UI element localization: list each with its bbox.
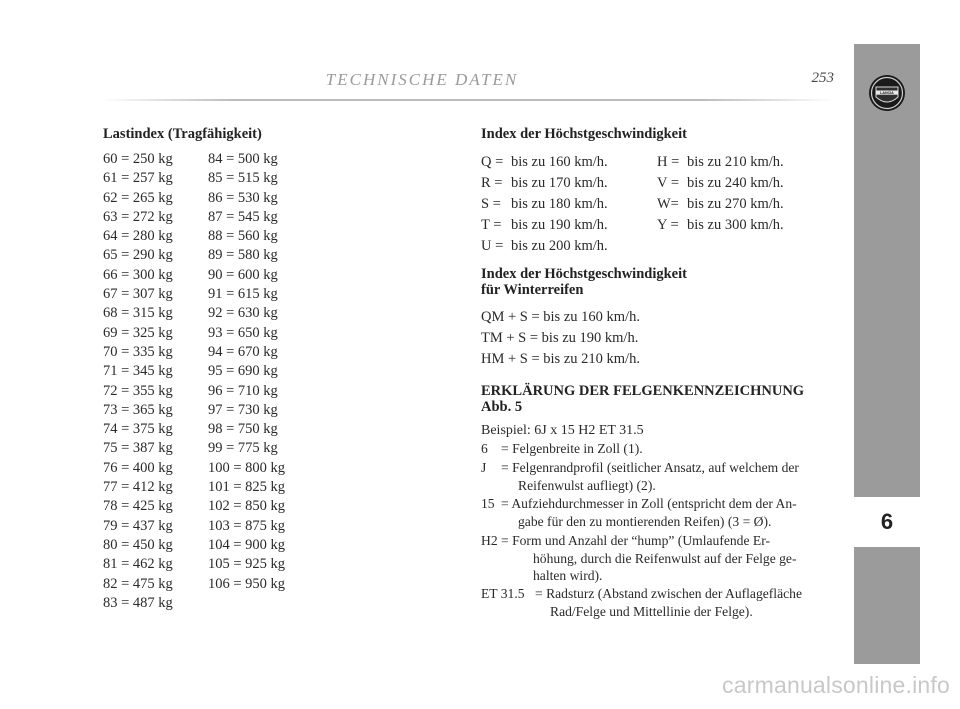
speed-index-title: Index der Höchstgeschwindigkeit (481, 126, 687, 142)
chapter-sidebar (854, 44, 920, 664)
speed-code: S = (481, 196, 501, 212)
load-index-entry: 80 = 450 kg (103, 536, 173, 553)
load-index-entry: 70 = 335 kg (103, 343, 173, 360)
load-index-entry: 61 = 257 kg (103, 170, 173, 187)
chapter-number: 6 (880, 509, 894, 534)
load-index-entry: 73 = 365 kg (103, 401, 173, 418)
winter-index-title-line2: für Winterreifen (481, 282, 584, 298)
load-index-entry: 95 = 690 kg (208, 363, 278, 380)
rim-description-line: = Form und Anzahl der “hump” (Umlaufende Er- (501, 533, 770, 548)
load-index-entry: 81 = 462 kg (103, 556, 173, 573)
speed-code: Q = (481, 154, 504, 170)
load-index-entry: 85 = 515 kg (208, 170, 278, 187)
load-index-entry: 65 = 290 kg (103, 247, 173, 264)
load-index-entry: 103 = 875 kg (208, 517, 286, 534)
winter-index-entry: QM + S = bis zu 160 km/h. (481, 309, 640, 325)
rim-description-line: = Felgenbreite in Zoll (1). (501, 441, 643, 456)
load-index-entry: 69 = 325 kg (103, 324, 173, 341)
speed-code: U = (481, 238, 504, 254)
speed-code: R = (481, 175, 503, 191)
load-index-entry: 89 = 580 kg (208, 247, 278, 264)
load-index-entry: 64 = 280 kg (103, 228, 173, 245)
load-index-title: Lastindex (Tragfähigkeit) (103, 126, 262, 142)
speed-code: Y = (657, 217, 679, 233)
rim-description-line: gabe für den zu montierenden Reifen) (3 = Ø). (518, 513, 772, 529)
header-divider (100, 99, 836, 101)
rim-example: Beispiel: 6J x 15 H2 ET 31.5 (481, 423, 644, 438)
rim-term: J (481, 460, 487, 475)
speed-value: bis zu 200 km/h. (511, 238, 608, 254)
winter-index-entry: HM + S = bis zu 210 km/h. (481, 351, 640, 367)
load-index-entry: 94 = 670 kg (208, 343, 278, 360)
rim-title-line1: ERKLÄRUNG DER FELGENKENNZEICHNUNG (481, 383, 805, 399)
rim-description-line: Reifenwulst aufliegt) (2). (518, 477, 656, 493)
page-header-title: TECHNISCHE DATEN (325, 70, 519, 89)
rim-term: H2 (481, 533, 498, 548)
load-index-entry: 83 = 487 kg (103, 594, 173, 611)
speed-code: W= (657, 196, 679, 212)
speed-code: H = (657, 154, 680, 170)
load-index-column-2 (208, 150, 285, 594)
speed-value: bis zu 210 km/h. (687, 154, 784, 170)
speed-value: bis zu 160 km/h. (511, 154, 608, 170)
load-index-entry: 79 = 437 kg (103, 517, 173, 534)
load-index-entry: 75 = 387 kg (103, 440, 173, 457)
load-index-entry: 78 = 425 kg (103, 498, 173, 515)
lancia-logo-icon (868, 74, 906, 112)
rim-term: 6 (481, 441, 488, 456)
rim-description-line: = Aufziehdurchmesser in Zoll (entspricht dem der An- (501, 496, 797, 511)
load-index-entry: 60 = 250 kg (103, 151, 173, 167)
load-index-entry: 87 = 545 kg (208, 208, 278, 225)
load-index-entry: 77 = 412 kg (103, 479, 173, 496)
load-index-entry: 104 = 900 kg (208, 536, 286, 553)
load-index-column-1 (103, 150, 173, 613)
load-index-entry: 100 = 800 kg (208, 459, 286, 476)
speed-value: bis zu 180 km/h. (511, 196, 608, 212)
watermark: carmanualsonline.info (722, 672, 950, 698)
speed-value: bis zu 170 km/h. (511, 175, 608, 191)
page-number: 253 (811, 70, 834, 86)
load-index-entry: 62 = 265 kg (103, 189, 173, 206)
speed-index-row (481, 152, 784, 172)
load-index-entry: 106 = 950 kg (208, 575, 286, 592)
load-index-entry: 92 = 630 kg (208, 305, 278, 322)
speed-index-row (481, 236, 687, 256)
load-index-entry: 74 = 375 kg (103, 421, 173, 438)
load-index-entry: 98 = 750 kg (208, 421, 278, 438)
speed-index-row (481, 215, 784, 235)
speed-index-row (481, 194, 784, 214)
speed-index-row (481, 173, 784, 193)
rim-description-line: höhung, durch die Reifenwulst auf der Felge ge- (533, 550, 797, 566)
load-index-entry: 93 = 650 kg (208, 324, 278, 341)
speed-value: bis zu 240 km/h. (687, 175, 784, 191)
rim-description-line: = Felgenrandprofil (seitlicher Ansatz, auf welchem der (501, 460, 799, 475)
load-index-entry: 88 = 560 kg (208, 228, 278, 245)
speed-value: bis zu 300 km/h. (687, 217, 784, 233)
load-index-entry: 67 = 307 kg (103, 286, 173, 303)
speed-value: bis zu 270 km/h. (687, 196, 784, 212)
speed-code: T = (481, 217, 502, 233)
load-index-entry: 71 = 345 kg (103, 363, 173, 380)
load-index-entry: 82 = 475 kg (103, 575, 173, 592)
load-index-entry: 86 = 530 kg (208, 189, 278, 206)
chapter-tab[interactable] (854, 497, 920, 547)
load-index-entry: 97 = 730 kg (208, 401, 278, 418)
load-index-entry: 72 = 355 kg (103, 382, 173, 399)
speed-code: V = (657, 175, 680, 191)
load-index-entry: 105 = 925 kg (208, 556, 286, 573)
winter-index-entry: TM + S = bis zu 190 km/h. (481, 330, 639, 346)
load-index-entry: 96 = 710 kg (208, 382, 278, 399)
load-index-entry: 84 = 500 kg (208, 151, 278, 167)
rim-description-line: = Radsturz (Abstand zwischen der Auflagefläche (535, 586, 802, 601)
rim-description-line: Rad/Felge und Mittellinie der Felge). (550, 603, 753, 619)
load-index-entry: 99 = 775 kg (208, 440, 278, 457)
rim-description-line: halten wird). (533, 568, 603, 583)
rim-term: 15 (481, 496, 495, 511)
speed-value: bis zu 190 km/h. (511, 217, 608, 233)
load-index-entry: 101 = 825 kg (208, 479, 286, 496)
load-index-entry: 102 = 850 kg (208, 498, 286, 515)
load-index-entry: 68 = 315 kg (103, 305, 173, 322)
load-index-entry: 63 = 272 kg (103, 208, 173, 225)
load-index-entry: 66 = 300 kg (103, 266, 173, 283)
rim-title-line2: Abb. 5 (481, 399, 523, 415)
rim-term: ET 31.5 (481, 586, 525, 601)
load-index-entry: 76 = 400 kg (103, 459, 173, 476)
load-index-entry: 90 = 600 kg (208, 266, 278, 283)
load-index-entry: 91 = 615 kg (208, 286, 278, 303)
logo-text: LANCIA (880, 90, 894, 95)
winter-index-title-line1: Index der Höchstgeschwindigkeit (481, 266, 687, 282)
